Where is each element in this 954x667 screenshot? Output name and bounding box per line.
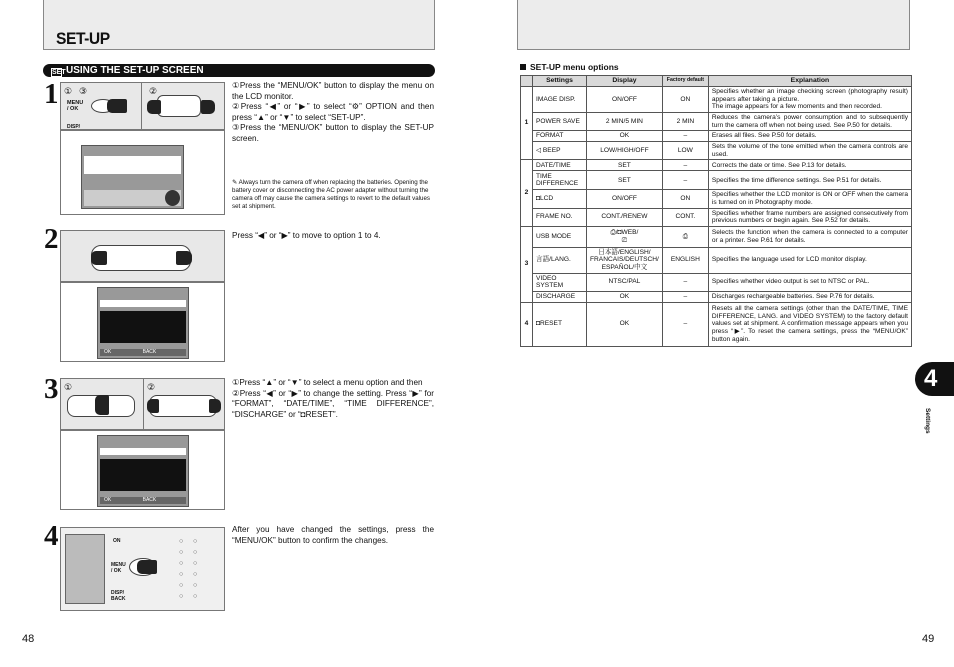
default-cell: LOW xyxy=(662,142,708,160)
table-title: SET-UP menu options xyxy=(520,62,619,72)
table-row xyxy=(521,113,912,131)
step-1-figure xyxy=(60,82,225,215)
step-4-figure xyxy=(60,527,225,611)
step-marker-2: ② xyxy=(149,86,158,96)
step-2-line-1: Press “◀” or “▶” to move to option 1 to 4. xyxy=(232,231,381,240)
setup-tab-row xyxy=(100,300,186,307)
setting-cell: VIDEO SYSTEM xyxy=(533,273,587,291)
default-cell: – xyxy=(662,273,708,291)
display-cell: SET xyxy=(587,171,663,190)
step-2-instructions xyxy=(232,231,434,242)
table-row xyxy=(521,302,912,346)
table-row xyxy=(521,131,912,142)
table-row xyxy=(521,87,912,113)
group-number: 3 xyxy=(521,226,533,302)
setup-list xyxy=(100,311,186,343)
lcd-screen xyxy=(81,145,184,209)
explanation-cell: Erases all files. See P.50 for details. xyxy=(708,131,911,142)
setup-tab-row xyxy=(100,448,186,455)
table-row xyxy=(521,190,912,208)
display-cell: ⎙/◘WEB/ ⎚ xyxy=(587,226,663,247)
step-marker-1: ① xyxy=(64,86,73,96)
pressing-finger-icon xyxy=(147,100,161,114)
step-1-line-1: ①Press the “MENU/OK” button to display the menu on the LCD monitor. xyxy=(232,81,434,101)
step-3-number: 3 xyxy=(44,373,59,405)
display-cell: ON/OFF xyxy=(587,87,663,113)
page-number-left: 48 xyxy=(22,633,35,645)
step-1-line-3: ③Press the “MENU/OK” button to display the SET-UP screen. xyxy=(232,123,434,143)
camera-back-illustration xyxy=(60,527,225,611)
page-header xyxy=(517,0,910,50)
group-header xyxy=(521,76,533,87)
display-cell: LOW/HIGH/OFF xyxy=(587,142,663,160)
setup-icon: SET xyxy=(52,69,66,76)
page-title: SET-UP xyxy=(56,29,110,48)
step-3-line-2: ②Press “◀” or “▶” to change the setting. Press “▶” for “FORMAT”, “DATE/TIME”, “TIME DIFFERENCE”, “DISCHARGE” or “◘RESET”. xyxy=(232,388,434,419)
explanation-cell: Specifies whether an image checking screen (photography result) appears after taking a picture. The image appears for a few moments and then recorded. xyxy=(708,87,911,113)
pressing-finger-icon xyxy=(137,560,157,574)
camera-screen xyxy=(65,534,105,604)
table-body xyxy=(521,87,912,347)
ok-label: OK xyxy=(104,349,112,355)
pressing-finger-icon xyxy=(91,251,107,265)
display-cell: OK xyxy=(587,302,663,346)
menu-ok-label: MENU / OK xyxy=(67,100,84,112)
setting-cell: DATE/TIME xyxy=(533,160,587,171)
right-page xyxy=(477,0,954,667)
step-marker-2: ② xyxy=(147,382,156,392)
setting-cell: FORMAT xyxy=(533,131,587,142)
header-explanation: Explanation xyxy=(708,76,911,87)
explanation-cell: Specifies whether frame numbers are assigned consecutively from previous numbers or begin again. See P.52 for details. xyxy=(708,208,911,226)
display-cell: ON/OFF xyxy=(587,190,663,208)
explanation-cell: Specifies the language used for LCD monitor display. xyxy=(708,247,911,273)
section-title: USING THE SET-UP SCREEN xyxy=(66,65,204,76)
default-cell: – xyxy=(662,302,708,346)
four-way-button xyxy=(149,395,217,417)
ok-label: OK xyxy=(104,497,112,503)
chapter-label: Settings xyxy=(924,408,931,434)
step-4-number: 4 xyxy=(44,520,59,552)
default-cell: – xyxy=(662,131,708,142)
step-3-figure xyxy=(60,378,225,510)
step-4-instructions xyxy=(232,525,434,546)
setting-cell: ◘RESET xyxy=(533,302,587,346)
setup-options-table xyxy=(520,75,912,347)
explanation-cell: Specifies whether video output is set to NTSC or PAL. xyxy=(708,273,911,291)
group-number: 1 xyxy=(521,87,533,160)
table-row xyxy=(521,247,912,273)
decorative-dots: ○ ○ ○ ○ ○ ○ xyxy=(193,538,198,600)
default-cell: ON xyxy=(662,87,708,113)
chapter-tab: 4 xyxy=(915,362,954,396)
back-label: BACK xyxy=(142,497,157,503)
explanation-cell: Sets the volume of the tone emitted when the camera controls are used. xyxy=(708,142,911,160)
default-cell: – xyxy=(662,160,708,171)
table-row xyxy=(521,171,912,190)
display-cell: OK xyxy=(587,291,663,302)
display-cell: OK xyxy=(587,131,663,142)
step-1-number: 1 xyxy=(44,78,59,110)
default-cell: ENGLISH xyxy=(662,247,708,273)
pressing-finger-icon xyxy=(107,99,127,113)
note-icon: ✎ xyxy=(232,179,239,186)
step-marker-3: ③ xyxy=(79,86,88,96)
lcd-screen xyxy=(97,435,189,507)
display-cell: NTSC/PAL xyxy=(587,273,663,291)
explanation-cell: Specifies whether the LCD monitor is ON or OFF when the camera is turned on in Photography mode. xyxy=(708,190,911,208)
step-2-figure xyxy=(60,230,225,362)
explanation-cell: Specifies the time difference settings. See P.51 for details. xyxy=(708,171,911,190)
header-settings: Settings xyxy=(533,76,587,87)
setup-list xyxy=(100,459,186,491)
setting-cell: FRAME NO. xyxy=(533,208,587,226)
step-3-line-1: ①Press “▲” or “▼” to select a menu option and then xyxy=(232,378,423,387)
group-number: 4 xyxy=(521,302,533,346)
lcd-monitor-illustration xyxy=(60,130,225,215)
setting-cell: DISCHARGE xyxy=(533,291,587,302)
camera-back-illustration xyxy=(60,378,225,430)
setting-cell: POWER SAVE xyxy=(533,113,587,131)
header-display: Display xyxy=(587,76,663,87)
pressing-finger-icon xyxy=(201,100,215,114)
pressing-finger-icon xyxy=(147,399,159,413)
table-row xyxy=(521,273,912,291)
four-way-button xyxy=(157,95,201,117)
explanation-cell: Selects the function when the camera is connected to a computer or a printer. See P.61 for details. xyxy=(708,226,911,247)
step-1-line-2: ②Press “◀” or “▶” to select “⚙” OPTION and then press “▲” or “▼” to select “SET-UP”. xyxy=(232,102,434,122)
decorative-dots: ○ ○ ○ ○ ○ ○ xyxy=(179,538,184,600)
pressing-finger-icon xyxy=(95,395,109,415)
bullet-square-icon xyxy=(520,64,526,70)
step-4-line-1: After you have changed the settings, press the “MENU/OK” button to confirm the changes. xyxy=(232,525,434,545)
pressing-finger-icon xyxy=(176,251,192,265)
setting-cell: 言語/LANG. xyxy=(533,247,587,273)
page-header xyxy=(43,0,435,50)
default-cell: – xyxy=(662,291,708,302)
explanation-cell: Discharges rechargeable batteries. See P.76 for details. xyxy=(708,291,911,302)
page-number-right: 49 xyxy=(922,633,935,645)
menu-panel xyxy=(84,156,181,174)
step-marker-1: ① xyxy=(64,382,73,392)
table-row xyxy=(521,226,912,247)
pressing-finger-icon xyxy=(209,399,221,413)
section-heading xyxy=(43,64,435,77)
display-cell: SET xyxy=(587,160,663,171)
group-number: 2 xyxy=(521,160,533,226)
explanation-cell: Resets all the camera settings (other than the DATE/TIME, TIME DIFFERENCE, LANG. and VIDEO SYSTEM) to the factory default values set at shipment. A confirmation message appears when you press “▶”. To reset the camera settings, press the “MENU/OK” button again. xyxy=(708,302,911,346)
setting-cell: ◘LCD xyxy=(533,190,587,208)
lcd-footer xyxy=(100,497,186,504)
default-cell: 2 MIN xyxy=(662,113,708,131)
back-label: BACK xyxy=(142,349,157,355)
menu-ok-label: MENU / OK xyxy=(111,562,126,574)
table-row xyxy=(521,208,912,226)
explanation-cell: Reduces the camera’s power consumption and to subsequently turn the camera off when not being used. See P.50 for details. xyxy=(708,113,911,131)
display-cell: 2 MIN/5 MIN xyxy=(587,113,663,131)
display-cell: 日本語/ENGLISH/ FRANCAIS/DEUTSCH/ ESPAÑOL/中文 xyxy=(587,247,663,273)
lcd-monitor-illustration xyxy=(60,430,225,510)
default-cell: CONT. xyxy=(662,208,708,226)
table-row xyxy=(521,291,912,302)
setting-cell: ◁ BEEP xyxy=(533,142,587,160)
option-icon xyxy=(165,190,180,206)
header-factory-default: Factory default xyxy=(662,76,708,87)
camera-back-illustration xyxy=(60,230,225,282)
step-3-instructions xyxy=(232,378,434,420)
step-1-instructions xyxy=(232,81,434,145)
default-cell: – xyxy=(662,171,708,190)
default-cell: ⎙ xyxy=(662,226,708,247)
setting-cell: TIME DIFFERENCE xyxy=(533,171,587,190)
explanation-cell: Corrects the date or time. See P.13 for details. xyxy=(708,160,911,171)
table-header-row xyxy=(521,76,912,87)
display-cell: CONT./RENEW xyxy=(587,208,663,226)
table-row xyxy=(521,142,912,160)
lcd-footer xyxy=(100,349,186,356)
disp-back-label: DISP/ BACK xyxy=(111,590,126,602)
disp-label: DISP/ xyxy=(67,124,81,130)
battery-note: ✎ Always turn the camera off when replacing the batteries. Opening the battery cover or disconnecting the AC power adapter without turning the camera off may cause the camera settings to revert to the default values set at shipment. xyxy=(232,179,430,210)
table-row xyxy=(521,160,912,171)
step-2-number: 2 xyxy=(44,223,59,255)
setting-cell: IMAGE DISP. xyxy=(533,87,587,113)
lcd-screen xyxy=(97,287,189,359)
default-cell: ON xyxy=(662,190,708,208)
camera-back-illustration xyxy=(60,82,225,130)
lcd-monitor-illustration xyxy=(60,282,225,362)
on-label: ON xyxy=(113,538,121,544)
setting-cell: USB MODE xyxy=(533,226,587,247)
